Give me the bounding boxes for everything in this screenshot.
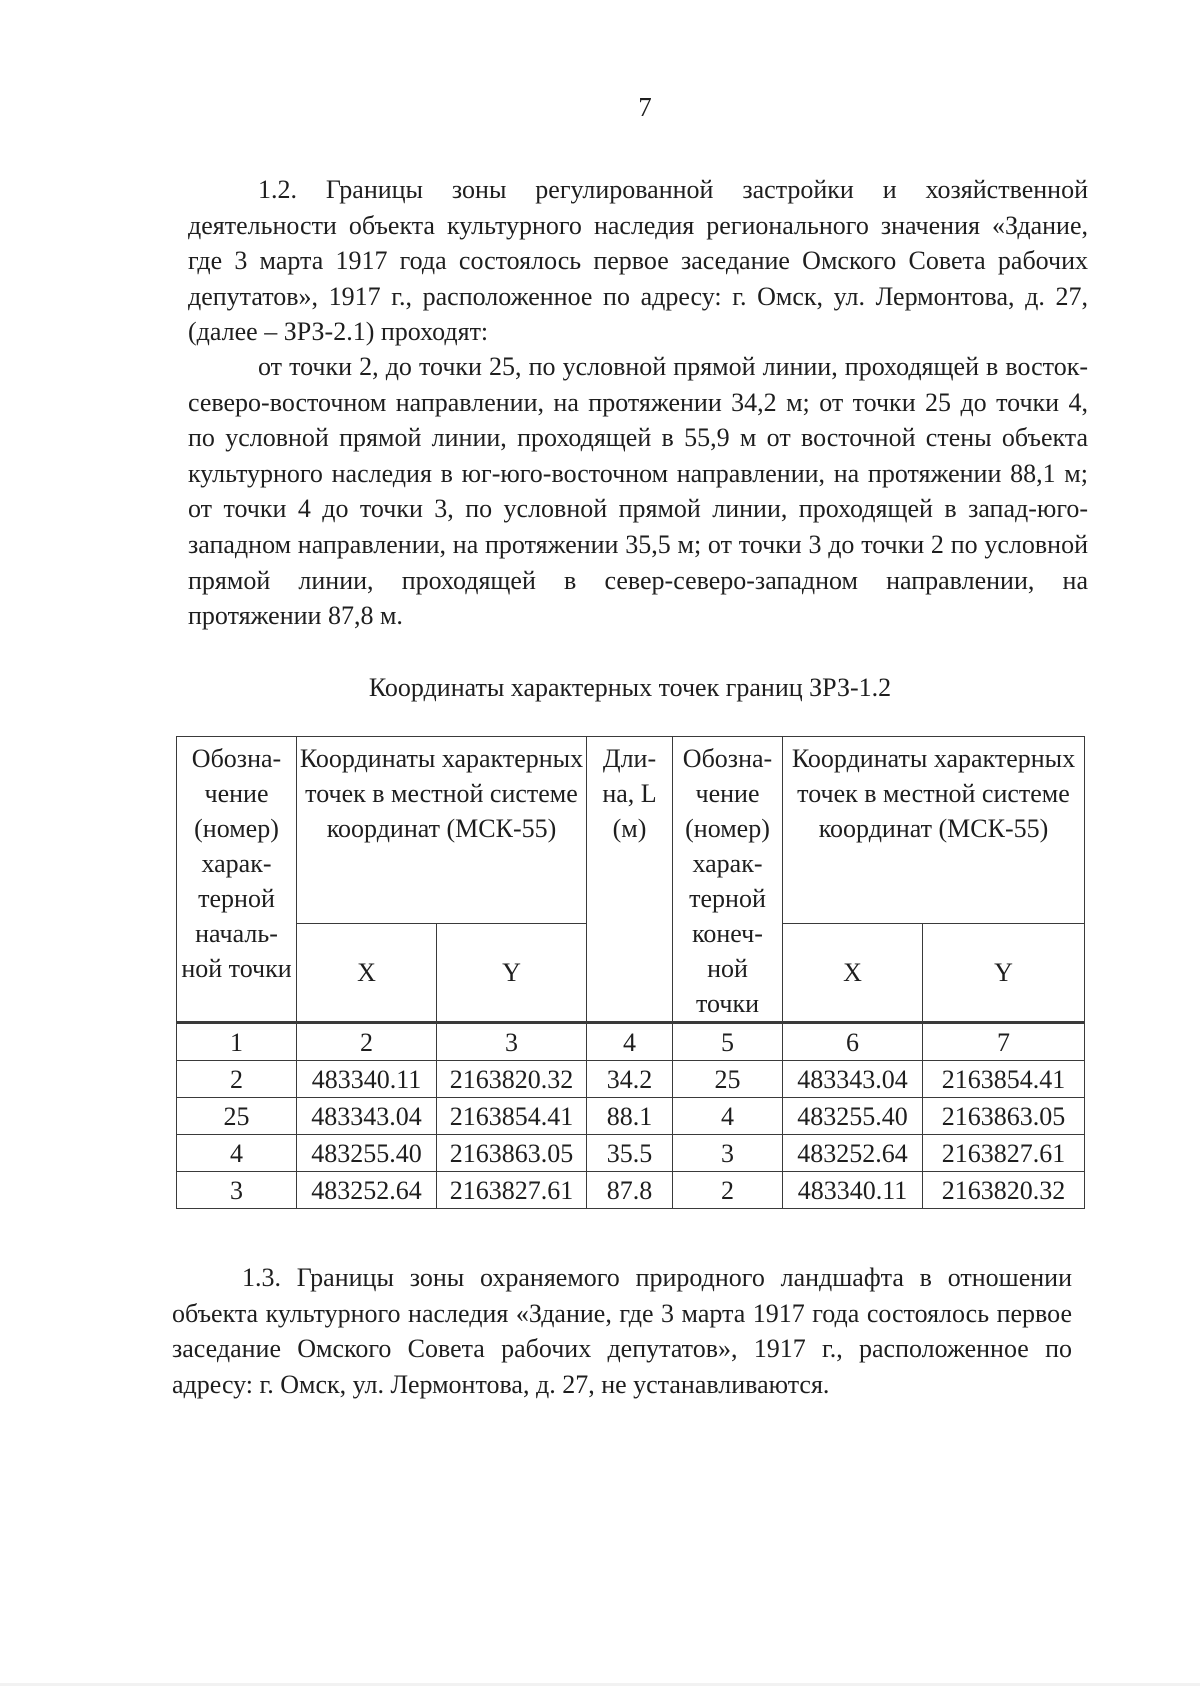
cell-x-end: 483252.64: [783, 1135, 923, 1172]
column-number: 1: [177, 1023, 297, 1061]
cell-length: 88.1: [587, 1098, 673, 1135]
table-row: [177, 1135, 1085, 1172]
cell-end-point: 25: [673, 1061, 783, 1098]
cell-end-point: 2: [673, 1172, 783, 1209]
section-1-2-text: 1.2. Границы зоны регулированной застройки и хозяйственной деятельности объекта культурного наследия регионального значения «Здание, где 3 марта 1917 года состоялось первое заседание Омского Совета рабочих депутатов», 1917 г., расположенное по адресу: г. Омск, ул. Лермонтова, д. 27, (далее – ЗРЗ-2.1) проходят:: [188, 175, 1088, 347]
cell-end-point: 4: [673, 1098, 783, 1135]
cell-y-end: 2163854.41: [923, 1061, 1085, 1098]
cell-x-start: 483255.40: [297, 1135, 437, 1172]
cell-y-end: 2163827.61: [923, 1135, 1085, 1172]
table-caption: Координаты характерных точек границ ЗРЗ-1.2: [368, 673, 892, 702]
cell-x-end: 483255.40: [783, 1098, 923, 1135]
header-x-start: X: [297, 923, 437, 1022]
cell-x-end: 483340.11: [783, 1172, 923, 1209]
cell-y-end: 2163820.32: [923, 1172, 1085, 1209]
column-number: 4: [587, 1023, 673, 1061]
header-coordinates-end: Координаты характерных точек в местной системе координат (МСК-55): [783, 737, 1085, 924]
header-length: Дли-на, L (м): [587, 737, 673, 1023]
cell-y-end: 2163863.05: [923, 1098, 1085, 1135]
header-y-start: Y: [437, 923, 587, 1022]
cell-length: 34.2: [587, 1061, 673, 1098]
page-number: 7: [638, 92, 652, 122]
cell-start-point: 2: [177, 1061, 297, 1098]
cell-y-start: 2163820.32: [437, 1061, 587, 1098]
cell-y-start: 2163854.41: [437, 1098, 587, 1135]
header-start-point: Обозна-чение (номер) харак-терной началь-ной точки: [177, 737, 297, 1023]
coordinates-table: [176, 736, 1085, 1209]
cell-x-end: 483343.04: [783, 1061, 923, 1098]
table-row: [177, 1098, 1085, 1135]
section-1-3: [172, 1260, 1072, 1402]
scan-edge-line: [0, 1683, 1200, 1686]
cell-y-start: 2163863.05: [437, 1135, 587, 1172]
cell-end-point: 3: [673, 1135, 783, 1172]
cell-length: 87.8: [587, 1172, 673, 1209]
cell-x-start: 483252.64: [297, 1172, 437, 1209]
cell-start-point: 4: [177, 1135, 297, 1172]
section-1-2: [188, 172, 1088, 350]
header-x-end: X: [783, 923, 923, 1022]
column-number: 3: [437, 1023, 587, 1061]
column-number: 2: [297, 1023, 437, 1061]
cell-x-start: 483343.04: [297, 1098, 437, 1135]
column-number: 5: [673, 1023, 783, 1061]
section-1-3-text: 1.3. Границы зоны охраняемого природного ландшафта в отношении объекта культурного наследия «Здание, где 3 марта 1917 года состоялось первое заседание Омского Совета рабочих депутатов», 1917 г., расположенное по адресу: г. Омск, ул. Лермонтова, д. 27, не устанавливаются.: [172, 1263, 1072, 1399]
column-number: 6: [783, 1023, 923, 1061]
column-number: 7: [923, 1023, 1085, 1061]
table-header-row: [177, 737, 1085, 924]
table-column-numbers: [177, 1023, 1085, 1061]
header-y-end: Y: [923, 923, 1085, 1022]
header-end-point: Обозна-чение (номер) харак-терной конеч-ной точки: [673, 737, 783, 1023]
cell-length: 35.5: [587, 1135, 673, 1172]
route-description: [188, 349, 1088, 634]
cell-start-point: 25: [177, 1098, 297, 1135]
table-row: [177, 1172, 1085, 1209]
cell-x-start: 483340.11: [297, 1061, 437, 1098]
header-coordinates-start: Координаты характерных точек в местной системе координат (МСК-55): [297, 737, 587, 924]
route-description-text: от точки 2, до точки 25, по условной прямой линии, проходящей в восток-северо-восточном направлении, на протяжении 34,2 м; от точки 25 до точки 4, по условной прямой линии, проходящей в 55,9 м от восточной стены объекта культурного наследия в юг-юго-восточном направлении, на протяжении 88,1 м; от точки 4 до точки 3, по условной прямой линии, проходящей в запад-юго-западном направлении, на протяжении 35,5 м; от точки 3 до точки 2 по условной прямой линии, проходящей в север-северо-западном направлении, на протяжении 87,8 м.: [188, 352, 1088, 631]
table-row: [177, 1061, 1085, 1098]
cell-y-start: 2163827.61: [437, 1172, 587, 1209]
cell-start-point: 3: [177, 1172, 297, 1209]
